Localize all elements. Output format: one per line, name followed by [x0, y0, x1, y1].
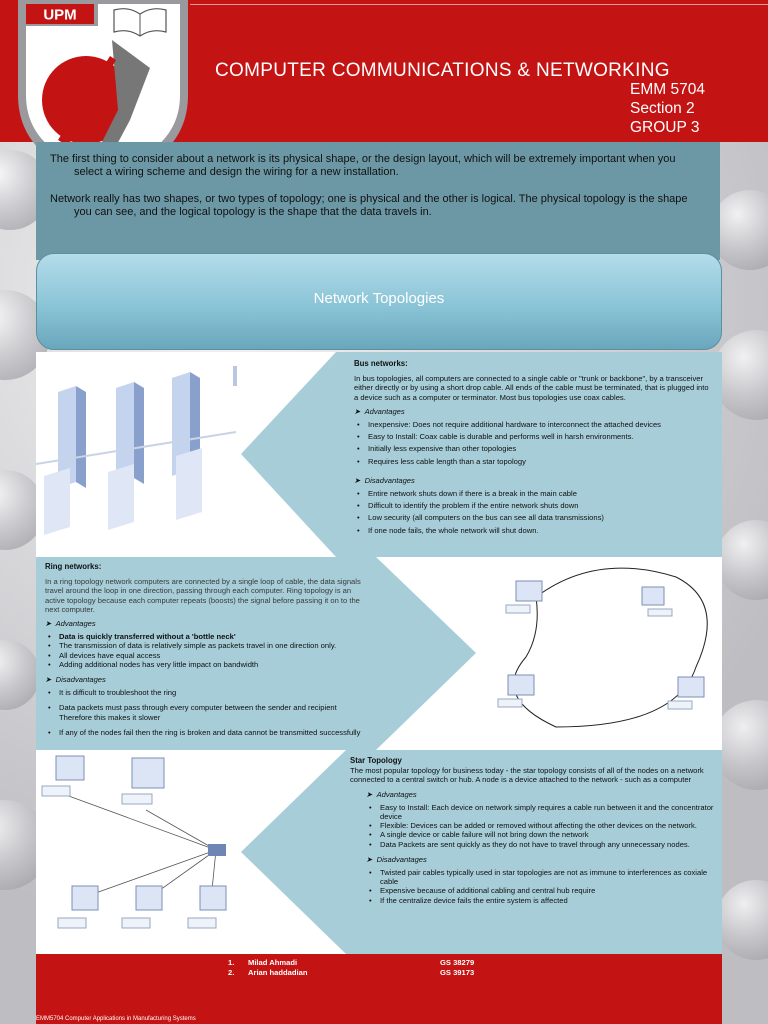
member-id: GS 38279 [440, 958, 475, 967]
star-text [350, 756, 715, 905]
computer-icon [506, 581, 542, 613]
bus-text [354, 359, 714, 538]
intro-paragraph-1: The first thing to consider about a network is its physical shape, or the design layout, which will be extremely important when you select a wiring scheme and design the wiring for a new installation. [50, 153, 676, 178]
page-title: COMPUTER COMMUNICATIONS & NETWORKING [215, 60, 670, 81]
list-item: • All devices have equal access [45, 651, 365, 660]
server-icon [172, 372, 202, 520]
ring-advantages-list [45, 632, 365, 669]
intro-paragraph-2: Network really has two shapes, or two types of topology; one is physical and the other is logical. The physical topology is the shape you can see, and the logical topology is the shape that the data travels in. [50, 193, 688, 218]
star-advantages-label: ➤ Advantages [366, 789, 417, 799]
ring-heading: Ring networks: [45, 562, 102, 571]
list-item: • The transmission of data is relatively simple as packets travel in one direction only. [45, 641, 365, 650]
course-section: Section 2 [630, 100, 695, 117]
bus-advantages-list [354, 420, 714, 466]
member-number: 2. [228, 968, 235, 977]
member-name: Milad Ahmadi [248, 958, 298, 967]
logo-text: UPM [43, 6, 77, 24]
member-number: 1. [228, 958, 235, 967]
course-code: EMM 5704 [630, 81, 705, 98]
star-disadvantages-label: ➤ Disadvantages [366, 854, 427, 864]
list-item: • Data Packets are sent quickly as they do not have to travel through any unnecessary nodes. [366, 840, 715, 849]
bg-sphere [716, 520, 768, 600]
course-info [630, 80, 705, 137]
computer-icon [668, 677, 704, 709]
list-item: • Easy to Install: Each device on network simply requires a cable run between it and the concentrator device [366, 803, 715, 821]
footer-bar [36, 954, 722, 1024]
topologies-banner [36, 253, 722, 350]
course-group: GROUP 3 [630, 119, 700, 136]
bg-sphere [0, 640, 40, 710]
computer-icon [642, 587, 672, 616]
computer-icon [122, 758, 164, 804]
ring-section [36, 557, 722, 750]
list-item: • Data packets must pass through every computer between the sender and recipient Therefore this makes it slower [45, 703, 365, 721]
list-item: • A single device or cable failure will not bring down the network [366, 830, 715, 839]
footer-note: EMM5704 Computer Applications in Manufacturing Systems [36, 1016, 196, 1022]
intro-panel [36, 142, 720, 260]
list-item: • If any of the nodes fail then the ring is broken and data cannot be transmitted successfully [45, 728, 365, 737]
list-item: • Inexpensive: Does not require additional hardware to interconnect the attached devices [354, 420, 714, 429]
list-item: • Low security (all computers on the bus can see all data transmissions) [354, 513, 714, 522]
banner-title: Network Topologies [313, 290, 445, 307]
list-item: • If the centralize device fails the entire system is affected [366, 896, 715, 905]
list-item: • Adding additional nodes has very little impact on bandwidth [45, 660, 365, 669]
ring-disadvantages-list [45, 688, 365, 737]
bus-heading: Bus networks: [354, 359, 408, 368]
computer-icon [42, 756, 84, 796]
member-id: GS 39173 [440, 968, 475, 977]
ring-disadvantages-label: ➤ Disadvantages [45, 675, 106, 685]
star-disadvantages-list [350, 868, 715, 905]
computer-icon [122, 886, 162, 928]
hub-icon [208, 844, 226, 856]
bus-description: In bus topologies, all computers are connected to a single cable or "trunk or backbone", by a transceiver either directly or by using a short drop cable. All ends of the cable must be terminated, that is plugged into a device such as a computer or terminator. Most bus topologies use coax cables. [354, 374, 709, 402]
star-description: The most popular topology for business today - the star topology consists of all of the nodes on a network connected to a central switch or hub. A node is a device attached to the network - such as a computer [350, 766, 704, 785]
bus-disadvantages-label: ➤ Disadvantages [354, 475, 415, 485]
star-section [36, 750, 722, 954]
list-item: • Flexible: Devices can be added or removed without affecting the other devices on the network. [366, 821, 715, 830]
computer-icon [58, 886, 98, 928]
list-item: • Requires less cable length than a star topology [354, 457, 714, 466]
bus-advantages-label: ➤ Advantages [354, 406, 405, 416]
member-name: Arian haddadian [248, 968, 308, 977]
list-item: • Expensive because of additional cabling and central hub require [366, 886, 715, 895]
list-item: • Easy to Install: Coax cable is durable and performs well in harsh environments. [354, 432, 714, 441]
bus-section [36, 352, 722, 557]
star-heading: Star Topology [350, 756, 402, 765]
list-item: • Entire network shuts down if there is a break in the main cable [354, 489, 714, 498]
ring-text [45, 562, 365, 740]
list-item: • Data is quickly transferred without a 'bottle neck' [45, 632, 365, 641]
star-advantages-list [350, 803, 715, 849]
list-item: • Difficult to identify the problem if the entire network shuts down [354, 501, 714, 510]
list-item: • Initially less expensive than other topologies [354, 444, 714, 453]
list-item: • If one node fails, the whole network will shut down. [354, 526, 714, 535]
bg-sphere [716, 880, 768, 960]
header-rule [190, 4, 768, 5]
list-item: • It is difficult to troubleshoot the ring [45, 688, 365, 697]
ring-advantages-label: ➤ Advantages [45, 619, 96, 629]
computer-icon [188, 886, 226, 928]
ring-description: In a ring topology network computers are connected by a single loop of cable, the data signals travel around the loop in one direction, passing through each computer. Ring topology is an active topology because each computer repeats (boosts) the signal before passing it on to the next computer. [45, 577, 361, 614]
bus-disadvantages-list [354, 489, 714, 535]
list-item: • Twisted pair cables typically used in star topologies are not as immune to interferences as coxiale cable [366, 868, 715, 886]
computer-icon [498, 675, 534, 707]
